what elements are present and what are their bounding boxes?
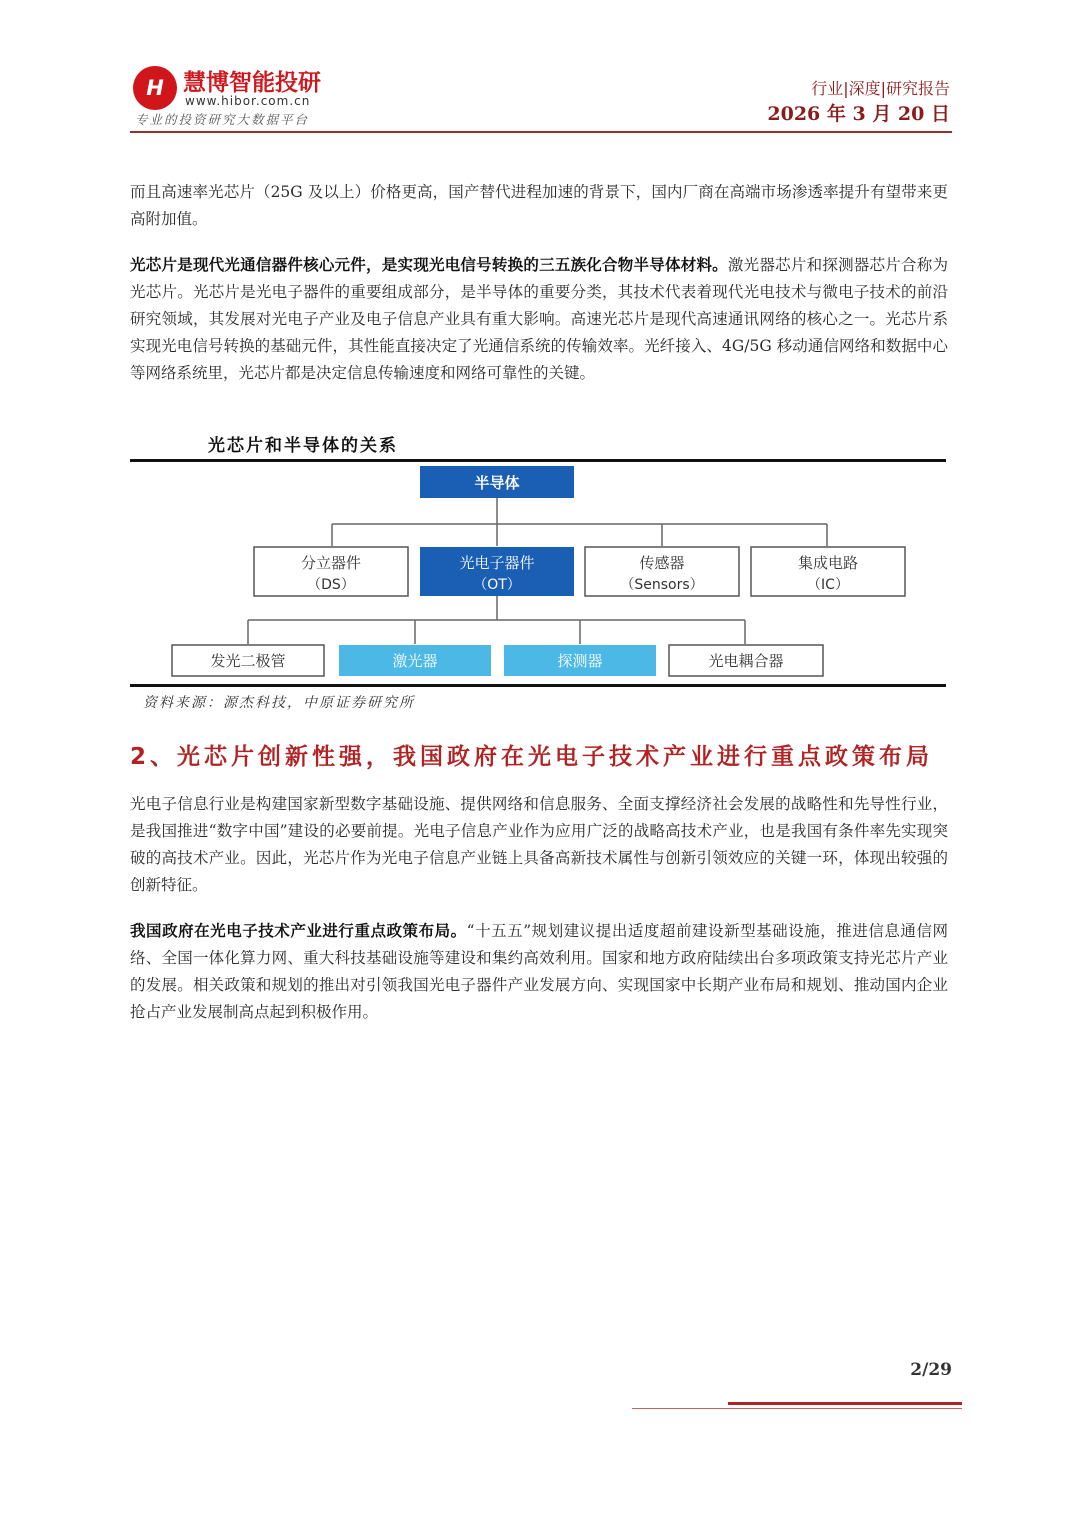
report-type: 行业|深度|研究报告 xyxy=(811,79,950,98)
logo-mark-icon: H xyxy=(133,66,177,110)
logo-slogan: 专业的投资研究大数据平台 xyxy=(135,112,310,127)
node-detector-label: 探测器 xyxy=(557,652,603,670)
node-detector xyxy=(504,645,656,676)
paragraph-1: 而且高速率光芯片（25G 及以上）价格更高，国产替代进程加速的背景下，国内厂商在高端市场渗透率提升有望带来更高附加值。 xyxy=(130,183,948,228)
node-led xyxy=(172,645,324,676)
paragraph-4-lead: 我国政府在光电子技术产业进行重点政策布局。 xyxy=(130,921,467,940)
paragraph-2-body: 激光器芯片和探测器芯片合称为光芯片。光芯片是光电子器件的重要组成部分，是半导体的重要分类，其技术代表着现代光电技术与微电子技术的前沿研究领域，其发展对光电子产业及电子信息产业具有重大影响。高速光芯片是现代高速通讯网络的核心之一。光芯片系实现光电信号转换的基础元件，其性能直接决定了光通信系统的传输效率。光纤接入、4G/5G 移动通信网络和数据中心等网络系统里，光芯片都是决定信息传输速度和网络可靠性的关键。 xyxy=(130,256,948,382)
node-integrated-circuits-name: 集成电路 xyxy=(797,554,859,572)
page-number: 2/29 xyxy=(910,1360,952,1380)
node-integrated-circuits xyxy=(751,547,905,596)
node-optocoupler xyxy=(669,645,823,676)
node-semiconductor xyxy=(420,466,574,498)
node-integrated-circuits-abbr: （IC） xyxy=(807,577,849,593)
section-heading: 2、光芯片创新性强，我国政府在光电子技术产业进行重点政策布局 xyxy=(130,744,934,770)
figure-title: 光芯片和半导体的关系 xyxy=(208,436,398,456)
node-led-label: 发光二极管 xyxy=(210,652,286,670)
header-divider xyxy=(130,131,952,133)
node-discrete-devices xyxy=(254,547,408,596)
node-laser xyxy=(339,645,491,676)
node-semiconductor-label: 半导体 xyxy=(474,474,520,492)
node-sensors-name: 传感器 xyxy=(639,554,685,572)
paragraph-2-lead: 光芯片是现代光通信器件核心元件，是实现光电信号转换的三五族化合物半导体材料。 xyxy=(130,255,728,274)
footer-accent-line xyxy=(728,1402,962,1405)
node-discrete-devices-abbr: （DS） xyxy=(307,577,355,593)
header-meta xyxy=(767,78,950,128)
report-date: 2026 年 3 月 20 日 xyxy=(767,103,950,125)
node-sensors xyxy=(585,547,739,596)
node-optoelectronic-devices-name: 光电子器件 xyxy=(459,554,535,572)
node-laser-label: 激光器 xyxy=(392,652,438,670)
figure-source: 资料来源：源杰科技，中原证券研究所 xyxy=(143,695,415,711)
paragraph-2 xyxy=(130,251,948,387)
node-optocoupler-label: 光电耦合器 xyxy=(708,652,784,670)
figure-bottom-rule xyxy=(130,684,946,687)
node-optoelectronic-devices-abbr: （OT） xyxy=(473,577,521,593)
paragraph-4-body: “十五五”规划建议提出适度超前建设新型基础设施，推进信息通信网络、全国一体化算力网、重大科技基础设施等建设和集约高效利用。国家和地方政府陆续出台多项政策支持光芯片产业的发展。相关政策和规划的推出对引领我国光电子器件产业发展方向、实现国家中长期产业布局和规划、推动国内企业抢占产业发展制高点起到积极作用。 xyxy=(130,922,948,1021)
footer-line xyxy=(632,1408,962,1409)
logo-url: www.hibor.com.cn xyxy=(185,94,311,108)
paragraph-4 xyxy=(130,917,948,1026)
node-optoelectronic-devices xyxy=(420,547,574,596)
semiconductor-tree-diagram xyxy=(130,462,946,684)
node-discrete-devices-name: 分立器件 xyxy=(300,554,362,572)
logo-name: 慧博智能投研 xyxy=(183,70,321,96)
hibor-logo xyxy=(133,66,333,128)
node-sensors-abbr: （Sensors） xyxy=(620,577,704,593)
paragraph-3: 光电子信息行业是构建国家新型数字基础设施、提供网络和信息服务、全面支撑经济社会发展的战略性和先导性行业，是我国推进“数字中国”建设的必要前提。光电子信息产业作为应用广泛的战略高技术产业，也是我国有条件率先实现突破的高技术产业。因此，光芯片作为光电子信息产业链上具备高新技术属性与创新引领效应的关键一环，体现出较强的创新特征。 xyxy=(130,795,948,894)
